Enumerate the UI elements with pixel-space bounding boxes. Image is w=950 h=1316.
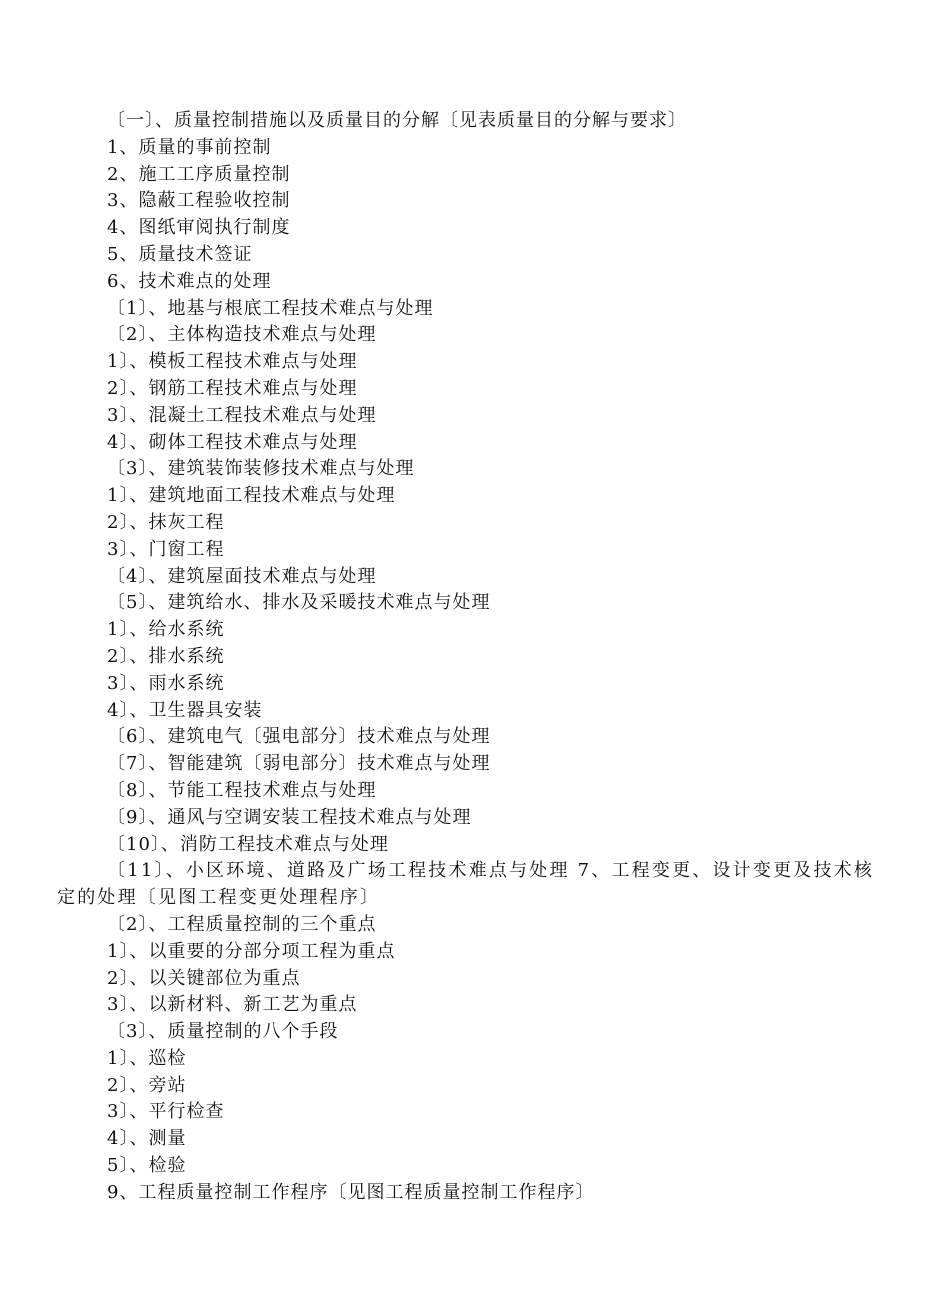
text-line: 3〕、门窗工程 [107,538,225,560]
text-line: 1〕、巡检 [107,1047,187,1069]
text-line: 4〕、测量 [107,1128,187,1150]
text-line: 3〕、以新材料、新工艺为重点 [107,994,358,1016]
text-line: 2、施工工序质量控制 [107,163,291,185]
text-line: 2〕、旁站 [107,1074,187,1096]
text-line: 3〕、平行检查 [107,1101,225,1123]
text-paragraph: 〔11〕、小区环境、道路及广场工程技术难点与处理 7、工程变更、设计变更及技术核定的处理〔见图工程变更处理程序〕 [57,860,875,909]
text-line: 〔3〕、质量控制的八个手段 [107,1021,339,1043]
text-line: 〔3〕、建筑装饰装修技术难点与处理 [107,458,415,480]
text-line: 〔4〕、建筑屋面技术难点与处理 [107,565,377,587]
text-line: 3〕、混凝土工程技术难点与处理 [107,404,377,426]
text-line: 〔2〕、工程质量控制的三个重点 [107,913,377,935]
text-line: 3〕、雨水系统 [107,672,225,694]
text-line: 〔9〕、通风与空调安装工程技术难点与处理 [107,806,472,828]
text-line: 1〕、建筑地面工程技术难点与处理 [107,485,396,507]
text-line: 〔1〕、地基与根底工程技术难点与处理 [107,297,434,319]
text-line: 1〕、给水系统 [107,619,225,641]
text-line: 〔一〕、质量控制措施以及质量目的分解〔见表质量目的分解与要求〕 [107,110,687,131]
text-line: 1〕、以重要的分部分项工程为重点 [107,940,396,962]
text-line: 〔7〕、智能建筑〔弱电部分〕技术难点与处理 [107,753,491,775]
text-line: 2〕、排水系统 [107,645,225,667]
text-line: 〔5〕、建筑给水、排水及采暖技术难点与处理 [107,592,491,614]
text-line: 2〕、钢筋工程技术难点与处理 [107,377,358,399]
text-line: 9、工程质量控制工作程序〔见图工程质量控制工作程序〕 [107,1181,595,1203]
text-line: 〔8〕、节能工程技术难点与处理 [107,779,377,801]
text-line: 5、质量技术签证 [107,243,253,265]
text-line: 〔6〕、建筑电气〔强电部分〕技术难点与处理 [107,726,491,748]
text-line: 〔10〕、消防工程技术难点与处理 [107,833,389,855]
text-line: 2〕、抹灰工程 [107,511,225,533]
text-line: 6、技术难点的处理 [107,270,272,292]
document-body [57,108,892,1207]
text-line: 〔2〕、主体构造技术难点与处理 [107,324,377,346]
text-line: 4〕、砌体工程技术难点与处理 [107,431,358,453]
text-line: 5〕、检验 [107,1155,187,1177]
text-line: 4〕、卫生器具安装 [107,699,263,721]
text-line: 2〕、以关键部位为重点 [107,967,301,989]
text-line: 4、图纸审阅执行制度 [107,217,291,239]
text-line: 1〕、模板工程技术难点与处理 [107,351,358,373]
text-line: 1、质量的事前控制 [107,136,272,158]
text-line: 3、隐蔽工程验收控制 [107,190,291,212]
